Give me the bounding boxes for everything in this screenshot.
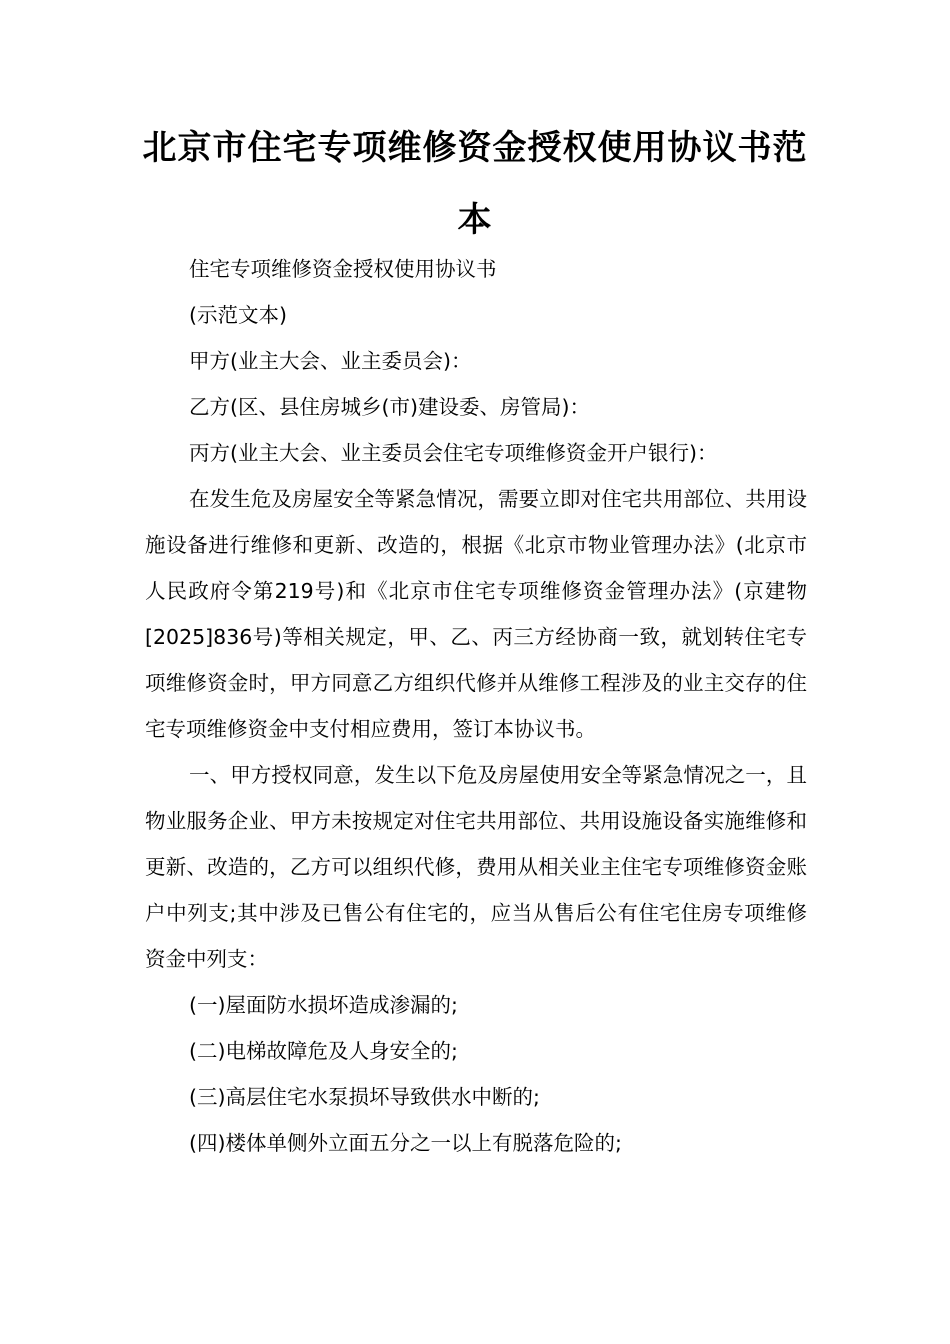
- list-item: (三)高层住宅水泵损坏导致供水中断的;: [189, 1085, 540, 1109]
- document-body: [145, 246, 807, 1166]
- list-item: (二)电梯故障危及人身安全的;: [189, 1039, 458, 1063]
- list-item: (一)屋面防水损坏造成渗漏的;: [189, 993, 458, 1017]
- party-b: 乙方(区、县住房城乡(市)建设委、房管局)：: [189, 395, 590, 419]
- list-item: (四)楼体单侧外立面五分之一以上有脱落危险的;: [189, 1131, 622, 1155]
- party-c: 丙方(业主大会、业主委员会住宅专项维修资金开户银行)：: [189, 441, 718, 465]
- clause-one: 一、甲方授权同意，发生以下危及房屋使用安全等紧急情况之一，且物业服务企业、甲方未按规定对住宅共用部位、共用设施设备实施维修和更新、改造的，乙方可以组织代修，费用从相关业主住宅专项维修资金账户中列支;其中涉及已售公有住宅的，应当从售后公有住宅住房专项维修资金中列支：: [145, 763, 807, 971]
- agreement-name: 住宅专项维修资金授权使用协议书: [189, 257, 497, 281]
- template-note: (示范文本): [189, 303, 287, 327]
- preamble-paragraph: 在发生危及房屋安全等紧急情况，需要立即对住宅共用部位、共用设施设备进行维修和更新、改造的，根据《北京市物业管理办法》(北京市人民政府令第219号)和《北京市住宅专项维修资金管理办法》(京建物[2025]836号)等相关规定，甲、乙、丙三方经协商一致，就划转住宅专项维修资金时，甲方同意乙方组织代修并从维修工程涉及的业主交存的住宅专项维修资金中支付相应费用，签订本协议书。: [145, 487, 807, 741]
- party-a: 甲方(业主大会、业主委员会)：: [189, 349, 472, 373]
- document-title: 北京市住宅专项维修资金授权使用协议书范本: [142, 128, 808, 240]
